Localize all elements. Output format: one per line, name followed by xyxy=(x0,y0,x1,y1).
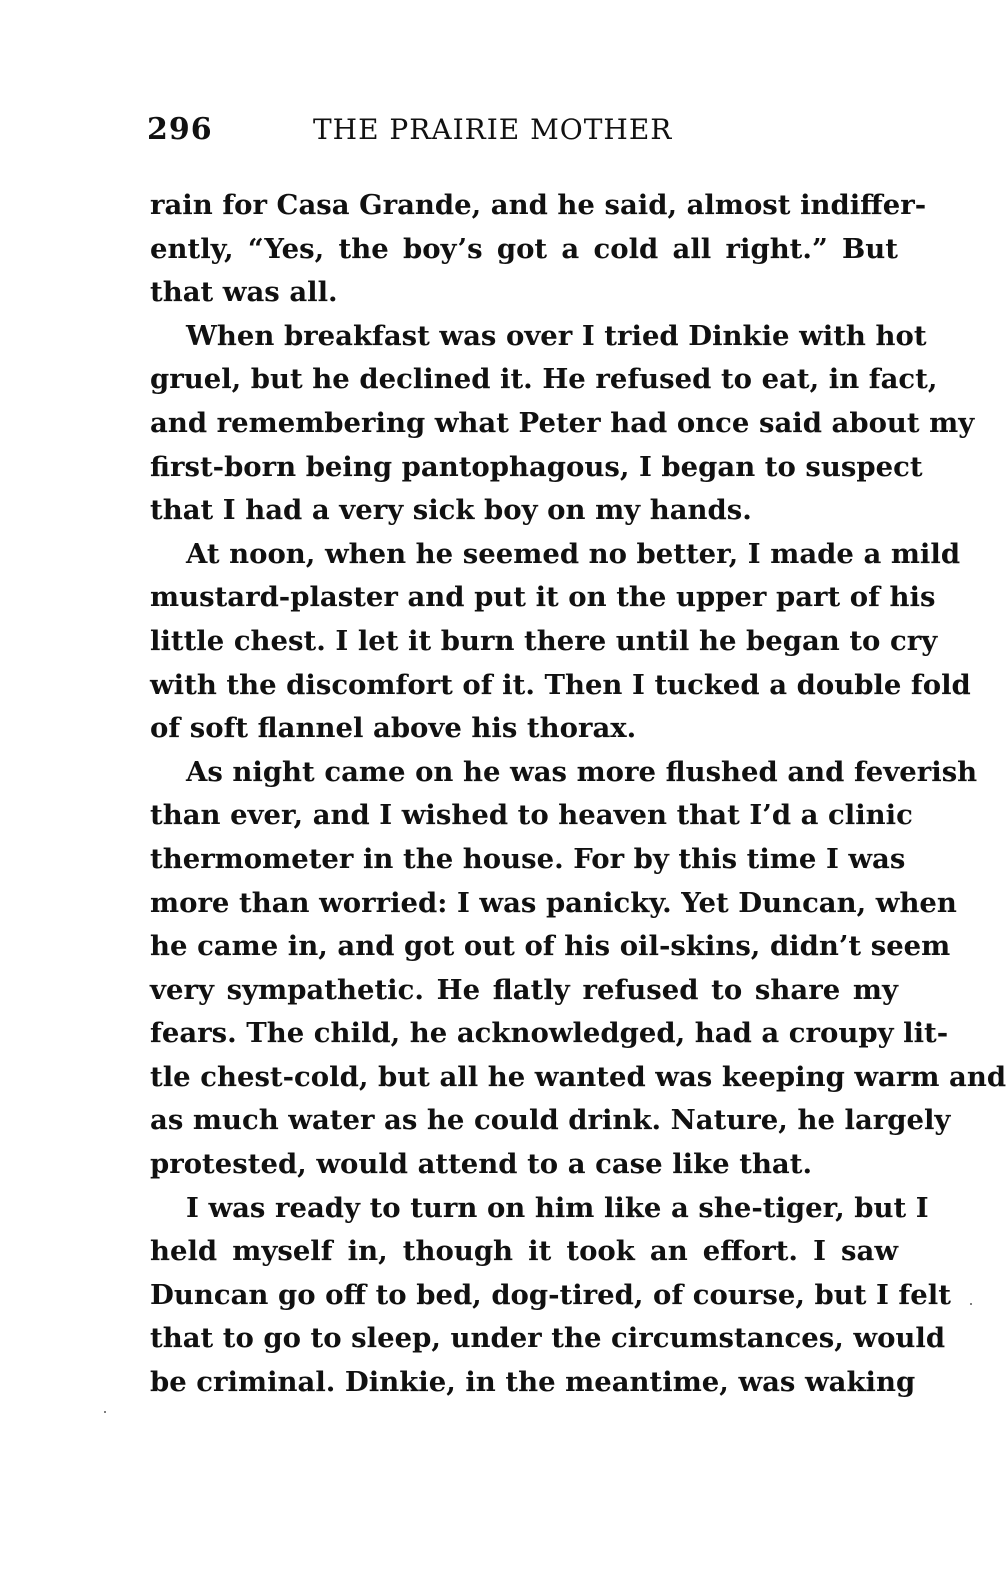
text-line: Duncan go off to bed, dog-tired, of course, but I felt xyxy=(150,1278,951,1311)
text-line: first-born being pantophagous, I began to suspect xyxy=(150,450,923,483)
paragraph xyxy=(150,315,975,533)
text-line: ently, “Yes, the boy’s got a cold all right.” But xyxy=(150,232,898,265)
scan-speck xyxy=(104,1411,106,1413)
body-text xyxy=(150,184,1006,1405)
text-line: fears. The child, he acknowledged, had a croupy lit- xyxy=(150,1017,949,1050)
text-line: tle chest-cold, but all he wanted was keeping warm and xyxy=(150,1060,1006,1093)
text-line: As night came on he was more flushed and feverish xyxy=(186,755,978,788)
scan-speck xyxy=(970,1303,972,1305)
text-line: of soft flannel above his thorax. xyxy=(150,712,637,745)
text-line: When breakfast was over I tried Dinkie with hot xyxy=(186,319,927,352)
text-line: thermometer in the house. For by this time I was xyxy=(150,842,906,875)
text-line: with the discomfort of it. Then I tucked a double fold xyxy=(150,668,971,701)
text-line: than ever, and I wished to heaven that I’d a clinic xyxy=(150,799,913,832)
text-line: I was ready to turn on him like a she-tiger, but I xyxy=(186,1191,929,1224)
text-line: little chest. I let it burn there until he began to cry xyxy=(150,624,938,657)
text-line: be criminal. Dinkie, in the meantime, was waking xyxy=(150,1366,916,1399)
text-line: rain for Casa Grande, and he said, almost indiffer- xyxy=(150,189,927,221)
text-line: that I had a very sick boy on my hands. xyxy=(150,494,752,527)
text-line: that was all. xyxy=(150,276,338,309)
text-line: that to go to sleep, under the circumstances, would xyxy=(150,1322,946,1355)
paragraph xyxy=(150,184,927,315)
page-header xyxy=(147,108,907,152)
text-line: as much water as he could drink. Nature, he largely xyxy=(150,1104,951,1137)
text-line: gruel, but he declined it. He refused to eat, in fact, xyxy=(150,363,938,396)
text-line: he came in, and got out of his oil-skins, didn’t seem xyxy=(150,930,951,963)
paragraph xyxy=(150,533,971,751)
text-line: protested, would attend to a case like that. xyxy=(150,1148,813,1181)
text-line: mustard-plaster and put it on the upper part of his xyxy=(150,581,936,614)
text-line: very sympathetic. He flatly refused to share my xyxy=(150,973,898,1006)
page-number: 296 xyxy=(147,112,213,147)
paragraph xyxy=(150,1187,951,1405)
paragraph xyxy=(150,751,1006,1187)
text-line: and remembering what Peter had once said about my xyxy=(150,406,975,439)
text-line: At noon, when he seemed no better, I made a mild xyxy=(186,537,961,570)
running-title: THE PRAIRIE MOTHER xyxy=(313,113,673,146)
text-line: more than worried: I was panicky. Yet Duncan, when xyxy=(150,886,957,919)
text-line: held myself in, though it took an effort. I saw xyxy=(150,1235,898,1268)
